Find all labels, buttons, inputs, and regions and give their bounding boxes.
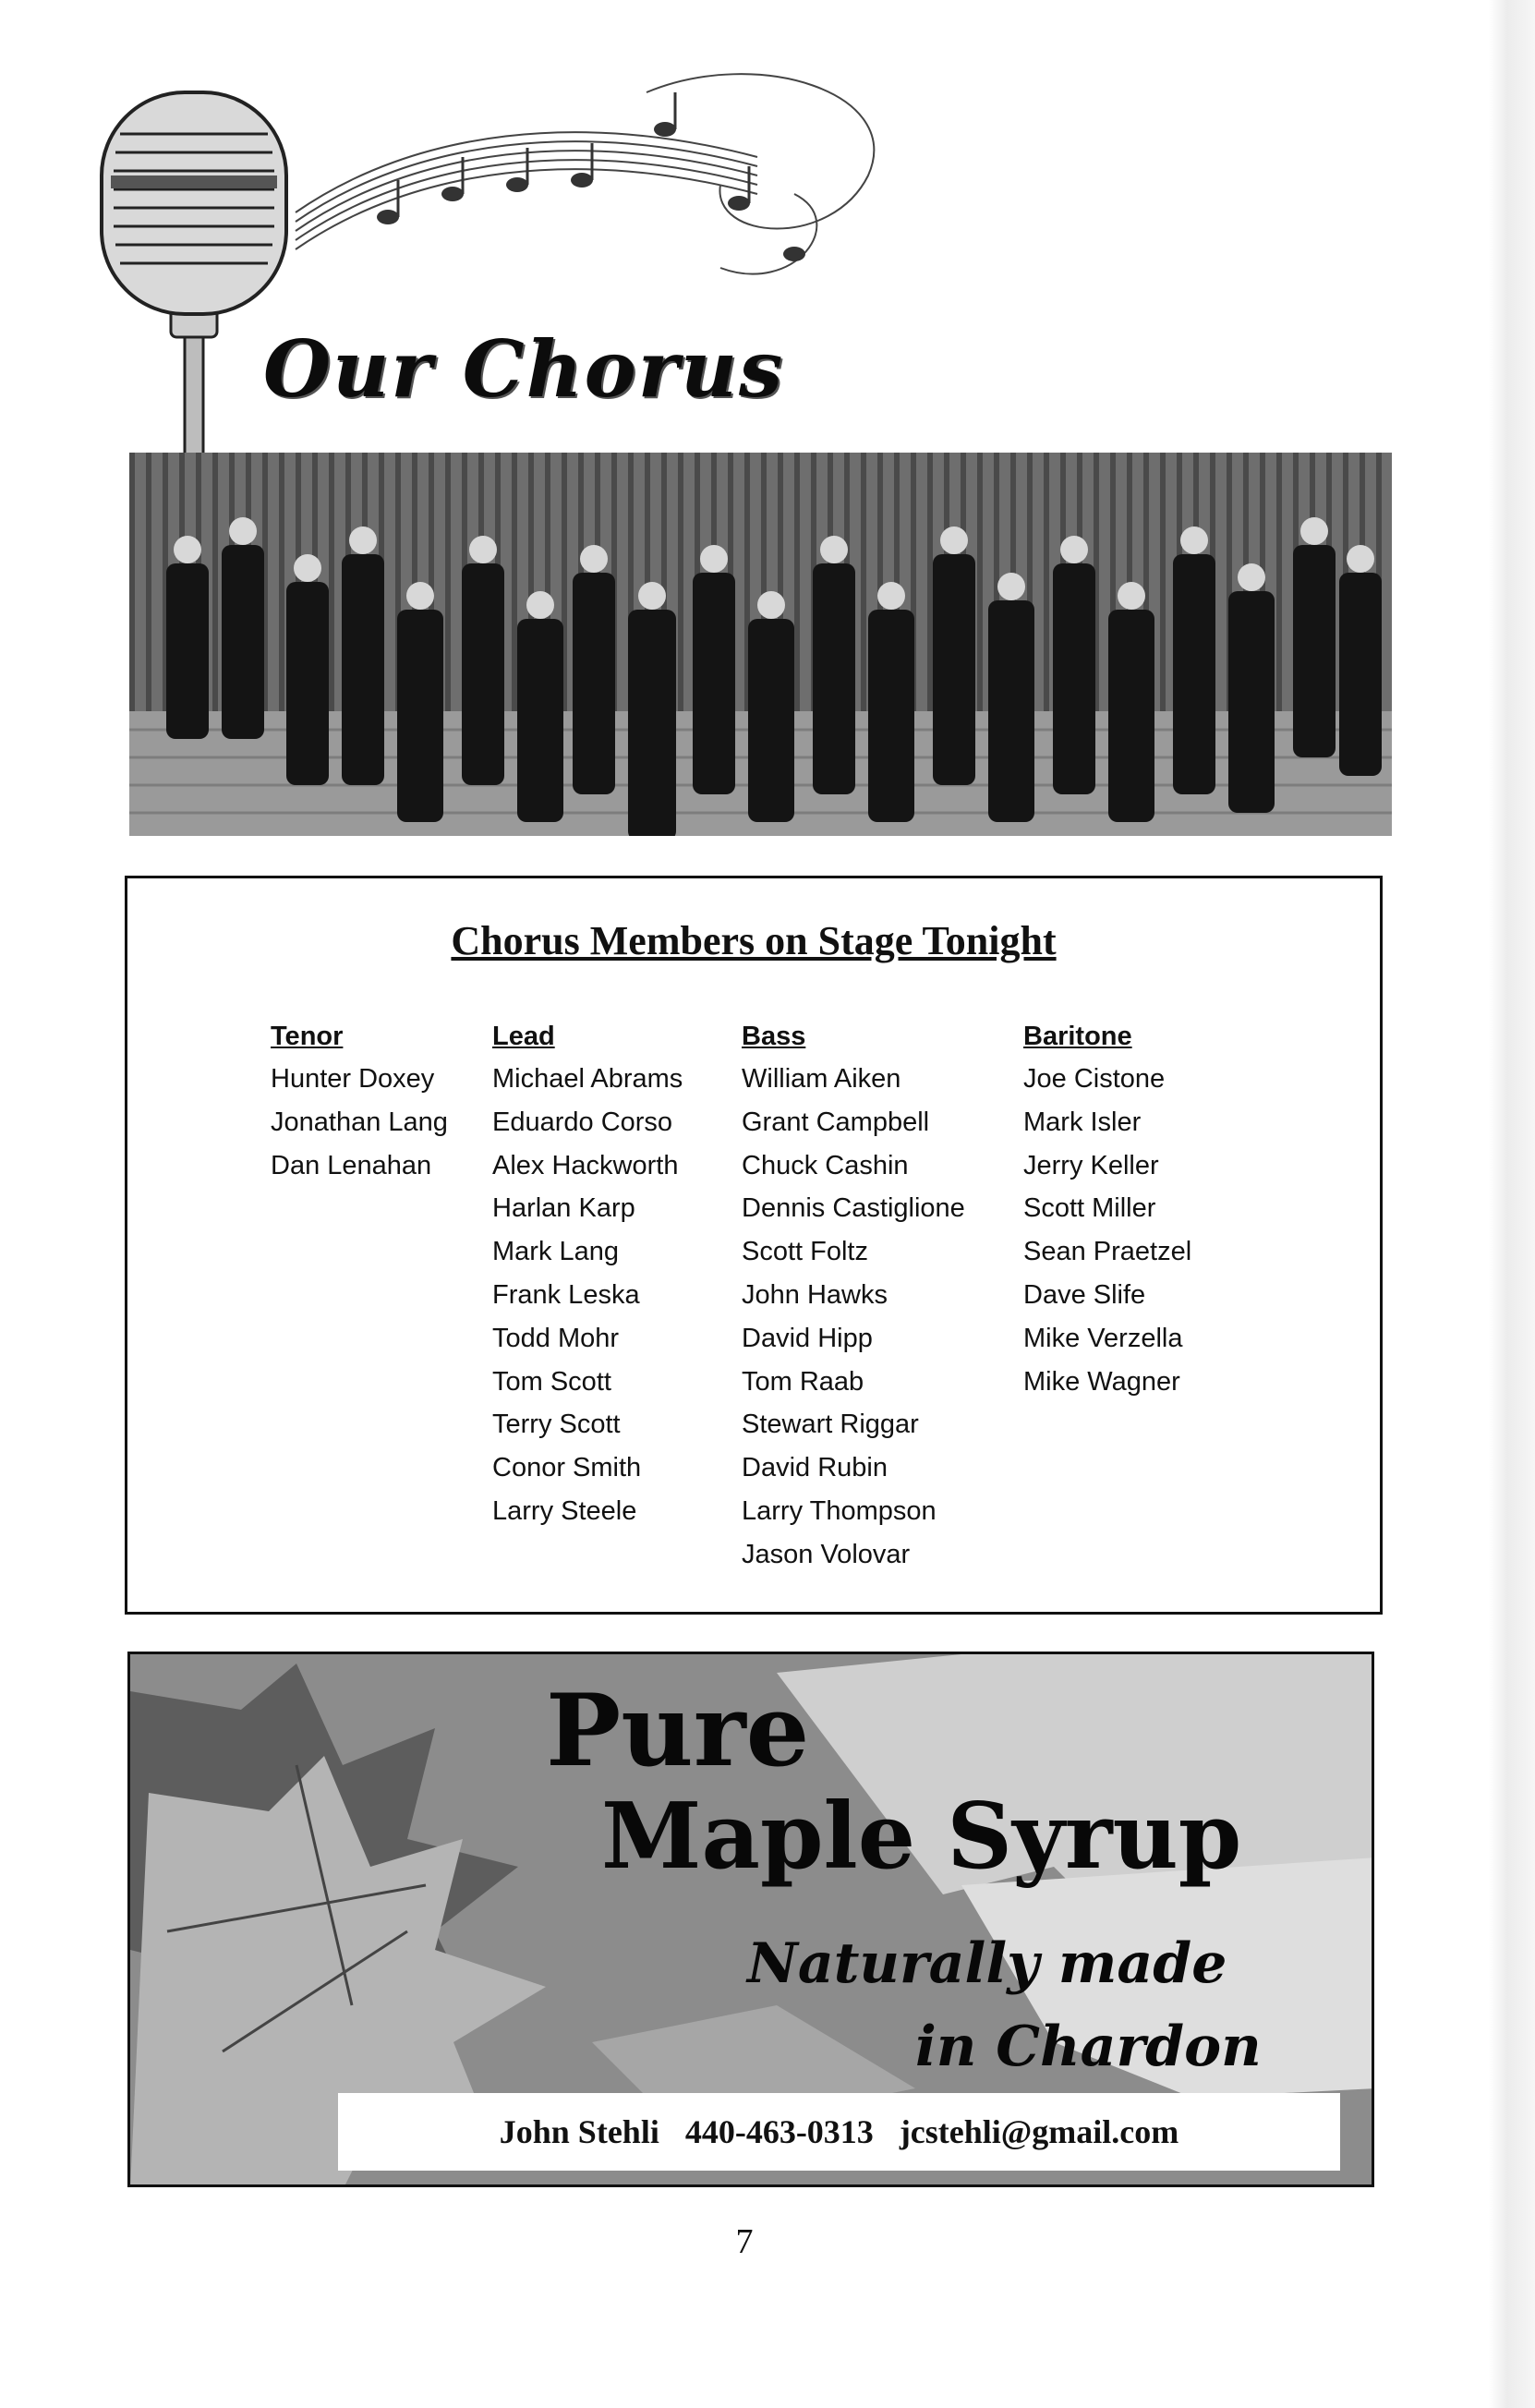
member-name: Chuck Cashin (742, 1150, 909, 1180)
contact-email: jcstehli@gmail.com (899, 2113, 1179, 2150)
maple-syrup-ad (127, 1652, 1374, 2187)
member-name: Dan Lenahan (271, 1150, 432, 1180)
roster-column-bass (742, 1015, 965, 1577)
member-name: Todd Mohr (492, 1323, 620, 1353)
ad-headline-line2: Maple Syrup (601, 1784, 1242, 1890)
roster-title: Chorus Members on Stage Tonight (451, 918, 1057, 963)
roster-box (125, 876, 1383, 1615)
member-name: Tom Scott (492, 1366, 611, 1397)
microphone-icon (88, 88, 300, 476)
member-name: Mark Lang (492, 1237, 620, 1267)
member-name: Michael Abrams (492, 1064, 683, 1094)
member-name: Tom Raab (742, 1366, 864, 1397)
member-name: Eduardo Corso (492, 1107, 673, 1137)
member-name: Mark Isler (1023, 1107, 1142, 1137)
member-name: Scott Miller (1023, 1193, 1156, 1224)
chorus-photo (129, 453, 1392, 836)
member-name: Scott Foltz (742, 1237, 868, 1267)
member-name: David Rubin (742, 1453, 888, 1483)
member-name: Harlan Karp (492, 1193, 635, 1224)
member-name: Jason Volovar (742, 1539, 911, 1569)
member-name: Mike Verzella (1023, 1323, 1183, 1353)
page-number: 7 (735, 2222, 754, 2261)
member-name: Frank Leska (492, 1279, 640, 1310)
contact-phone: 440-463-0313 (684, 2113, 874, 2150)
member-name: Larry Steele (492, 1495, 637, 1526)
ad-contact-bar (338, 2093, 1340, 2171)
member-name: Jerry Keller (1023, 1150, 1159, 1180)
member-name: Larry Thompson (742, 1495, 937, 1526)
member-name: Mike Wagner (1023, 1366, 1180, 1397)
column-heading: Tenor (271, 1022, 344, 1051)
member-name: Terry Scott (492, 1410, 621, 1440)
member-name: Grant Campbell (742, 1107, 930, 1137)
member-name: Joe Cistone (1023, 1064, 1166, 1094)
music-notes-swirl (277, 55, 924, 333)
member-name: Jonathan Lang (271, 1107, 448, 1137)
roster-column-lead (492, 1015, 683, 1533)
member-name: Sean Praetzel (1023, 1237, 1192, 1267)
member-name: John Hawks (742, 1279, 888, 1310)
contact-name: John Stehli (499, 2113, 659, 2150)
ad-headline-line1: Pure (546, 1673, 810, 1789)
member-name: Dennis Castiglione (742, 1193, 965, 1224)
header (0, 0, 1535, 462)
member-name: Alex Hackworth (492, 1150, 679, 1180)
member-name: William Aiken (742, 1064, 901, 1094)
roster-column-baritone (1023, 1015, 1191, 1403)
column-heading: Bass (742, 1022, 806, 1051)
ad-tagline-line2: in Chardon (915, 2015, 1262, 2079)
column-heading: Baritone (1023, 1022, 1132, 1051)
column-heading: Lead (492, 1022, 555, 1051)
member-name: Dave Slife (1023, 1279, 1146, 1310)
member-name: Stewart Riggar (742, 1410, 919, 1440)
ad-tagline-line1: Naturally made (747, 1931, 1227, 1996)
member-name: David Hipp (742, 1323, 873, 1353)
member-name: Hunter Doxey (271, 1064, 435, 1094)
roster-column-tenor (271, 1015, 448, 1187)
member-name: Conor Smith (492, 1453, 642, 1483)
page-title: Our Chorus (263, 323, 785, 415)
